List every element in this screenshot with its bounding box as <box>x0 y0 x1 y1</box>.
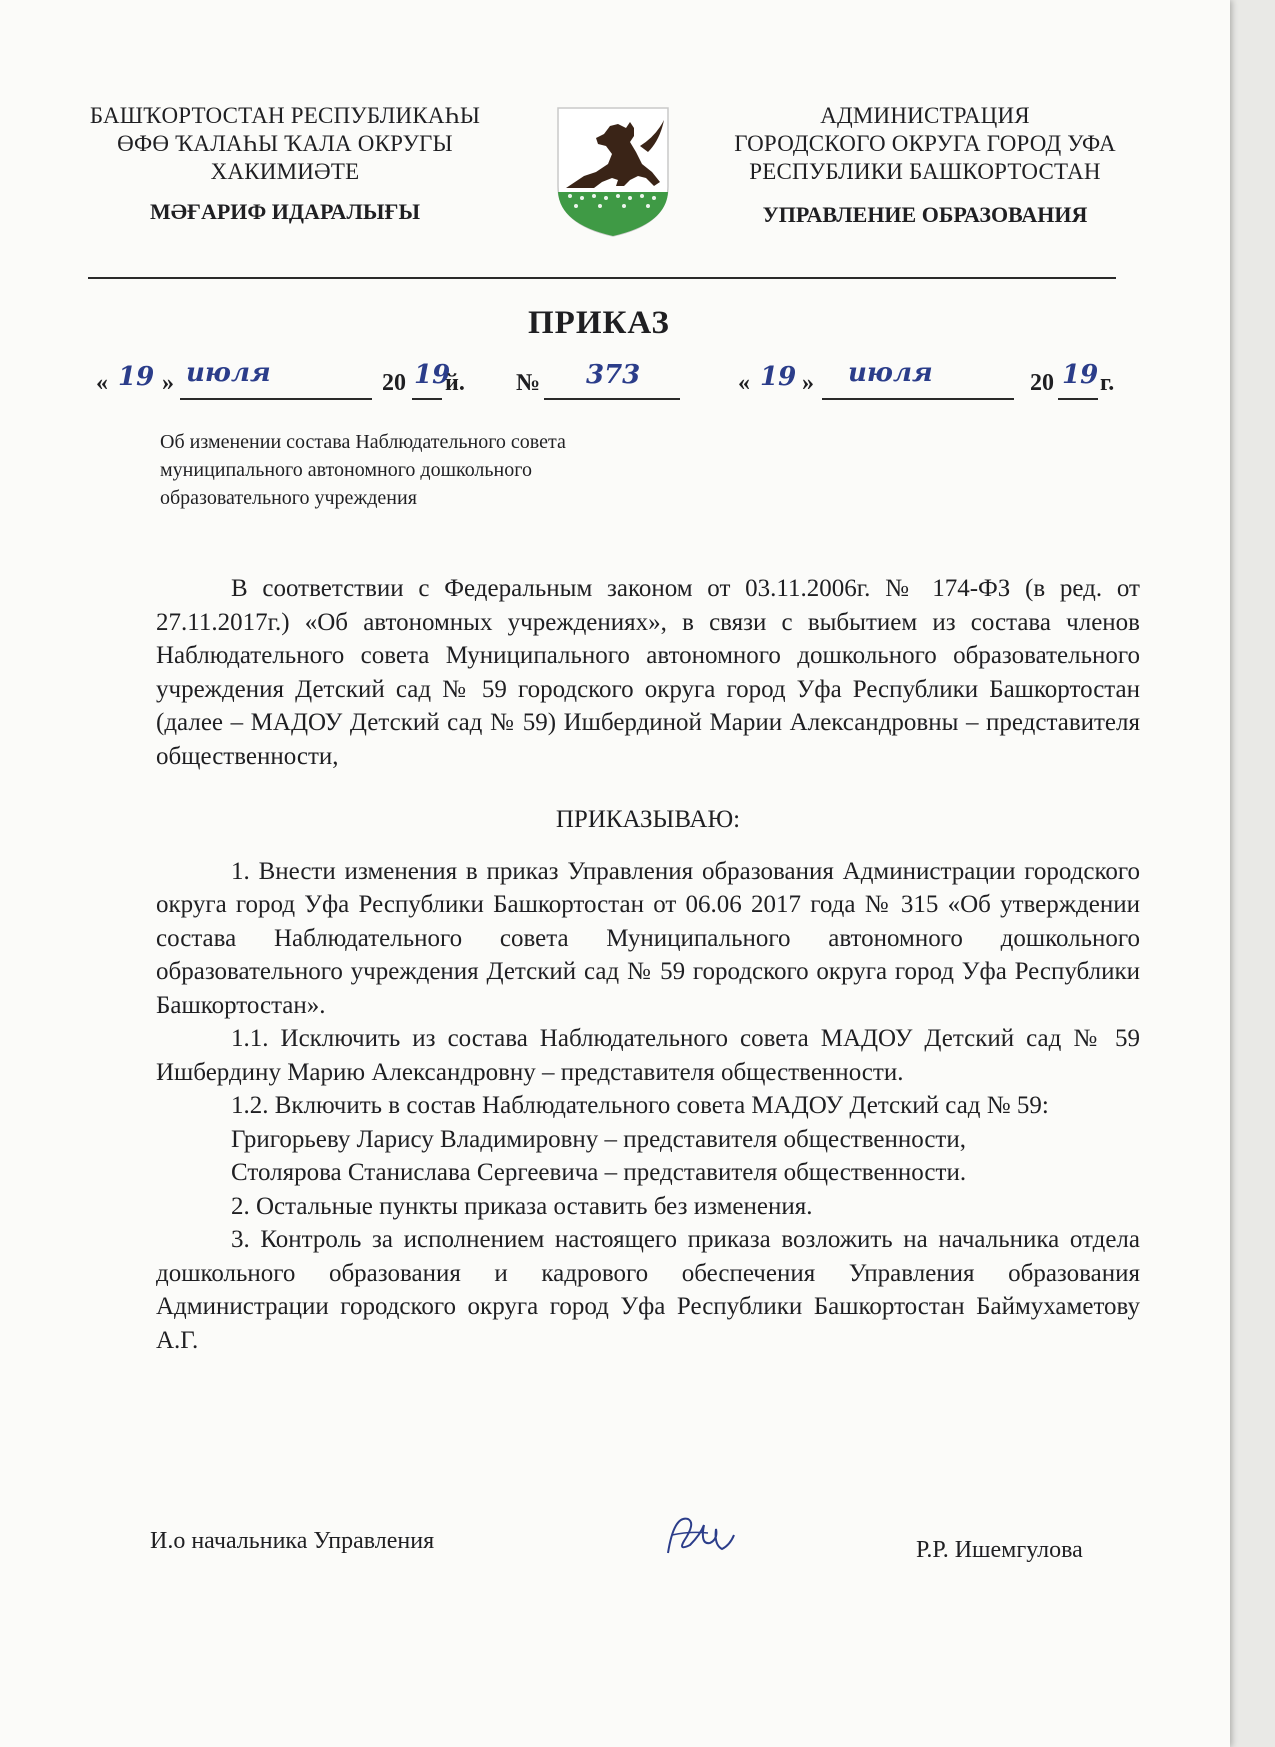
close-quote-1: » <box>162 370 174 396</box>
header-right <box>690 102 1160 186</box>
coat-of-arms-icon <box>556 106 670 238</box>
handwritten-number: 373 <box>586 360 641 390</box>
item-2: 2. Остальные пункты приказа оставить без изменения. <box>231 1192 813 1220</box>
handwritten-year-2: 19 <box>1062 360 1099 390</box>
number-label: № <box>516 370 541 396</box>
document-body <box>156 572 1140 1357</box>
handwritten-month-2: июля <box>848 358 933 388</box>
close-quote-2: » <box>802 370 814 396</box>
header-left <box>50 102 520 186</box>
item-3: 3. Контроль за исполнением настоящего приказа возложить на начальника отдела дошкольного образования и кадрового обеспечения Управления образования Администрации городского округа город Уфа Республики Башкортостан Баймухаметову А.Г. <box>156 1226 1140 1354</box>
member-1: Григорьеву Ларису Владимировну – представителя общественности, <box>231 1125 966 1153</box>
signatory-title: И.о начальника Управления <box>150 1528 435 1554</box>
signature-icon <box>660 1505 740 1565</box>
header-right-line2: ГОРОДСКОГО ОКРУГА ГОРОД УФА <box>734 131 1116 156</box>
header-divider <box>88 277 1116 279</box>
header-right-line1: АДМИНИСТРАЦИЯ <box>820 103 1030 128</box>
item-1: 1. Внести изменения в приказ Управления образования Администрации городского округа город Уфа Республики Башкортостан от 06.06 2017 года № 315 «Об утверждении состава Наблюдательного совета Муниципального автономного дошкольного образовательного учреждения Детский сад № 59 городского округа город Уфа Республики Башкортостан». <box>156 857 1140 1019</box>
header-left-line3: ХАКИМИӘТЕ <box>210 159 360 184</box>
date-number-line <box>96 358 1136 410</box>
signatory-name: Р.Р. Ишемгулова <box>916 1537 1083 1563</box>
preamble-paragraph: В соответствии с Федеральным законом от 03.11.2006г. № 174-ФЗ (в ред. от 27.11.2017г.) «Об автономных учреждениях», в связи с выбытием из состава членов Наблюдательного совета Муниципального автономного дошкольного образовательного учреждения Детский сад № 59 городского округа город Уфа Республики Башкортостан (далее – МАДОУ Детский сад № 59) Ишбердиной Марии Александровны – представителя общественности, <box>156 575 1140 770</box>
year-suffix-label-2: г. <box>1100 370 1115 396</box>
year-prefix-1: 20 <box>382 370 406 396</box>
handwritten-signature <box>660 1505 740 1565</box>
document-title: ПРИКАЗ <box>528 305 670 341</box>
handwritten-year-1: 19 <box>414 360 451 390</box>
directive-heading: ПРИКАЗЫВАЮ: <box>555 806 741 833</box>
year-prefix-2: 20 <box>1030 370 1054 396</box>
header-right-line3: РЕСПУБЛИКИ БАШКОРТОСТАН <box>749 159 1101 184</box>
order-subject: Об изменении состава Наблюдательного совета муниципального автономного дошкольного образовательного учреждения <box>160 431 566 509</box>
city-coat-of-arms <box>556 106 670 238</box>
item-1-2: 1.2. Включить в состав Наблюдательного совета МАДОУ Детский сад № 59: <box>231 1092 1049 1119</box>
open-quote-1: « <box>96 370 108 396</box>
header-right-dept: УПРАВЛЕНИЕ ОБРАЗОВАНИЯ <box>762 202 1088 227</box>
handwritten-month-1: июля <box>186 358 271 388</box>
year-suffix-label-1: й. <box>445 370 465 396</box>
handwritten-day-1: 19 <box>118 362 155 392</box>
header-left-line2: ӨФӨ ҠАЛАҺЫ ҠАЛА ОКРУГЫ <box>117 131 453 156</box>
header-left-dept: МӘҒАРИФ ИДАРАЛЫҒЫ <box>149 199 421 224</box>
member-2: Столярова Станислава Сергеевича – представителя общественности. <box>231 1159 967 1186</box>
handwritten-day-2: 19 <box>760 362 797 392</box>
open-quote-2: « <box>738 370 750 396</box>
header-left-line1: БАШҠОРТОСТАН РЕСПУБЛИКАҺЫ <box>89 103 481 128</box>
item-1-1: 1.1. Исключить из состава Наблюдательного совета МАДОУ Детский сад № 59 Ишбердину Марию Александровну – представителя общественности. <box>156 1025 1140 1086</box>
